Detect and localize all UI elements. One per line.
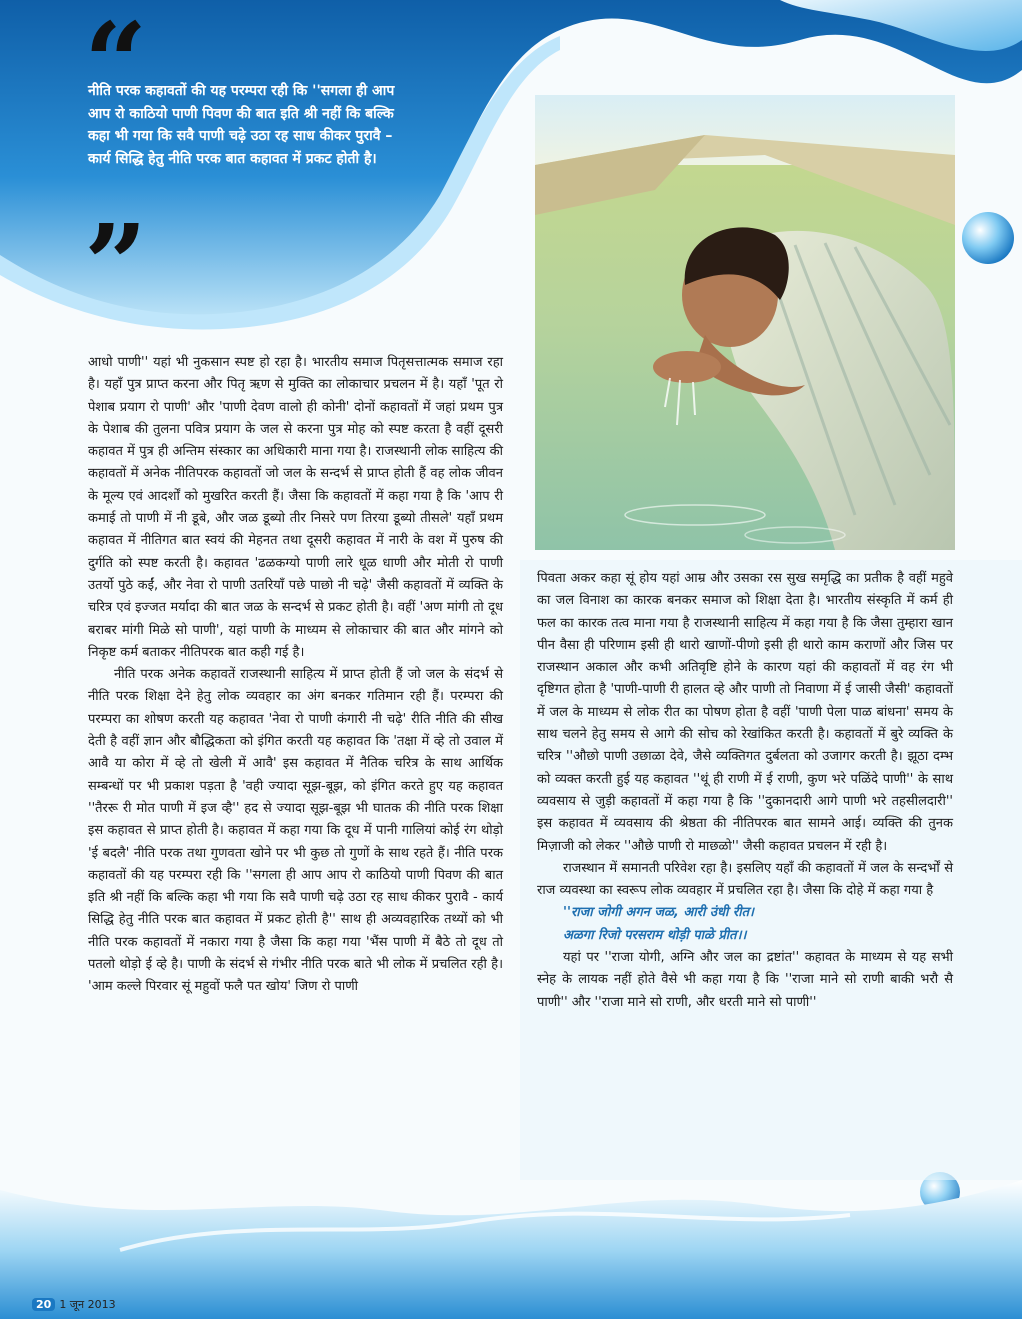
left-article-column [88, 352, 503, 999]
page-number: 20 [32, 1298, 55, 1311]
left-paragraph-2: नीति परक अनेक कहावतें राजस्थानी साहित्य में प्राप्त होती हैं जो जल के संदर्भ से नीति परक शिक्षा देने हेतु लोक व्यवहार का अंग बनकर गतिमान रही हैं। परम्परा की परम्परा का शोषण करती यह कहावत 'नेवा रो पाणी कंगारी नी चढ़े' रीति नीति की सीख देती है वहीं ज्ञान और बौद्धिकता को इंगित करती यह कहावत कि 'तक्षा में व्हे तो उवाल में आवै या कोरा में व्हे तो खेली में आवै' इस कहावत में नैतिक चरित्र के साथ आर्थिक सम्बन्धों पर भी प्रकाश पड़ता है 'वही ज्यादा सूझ-बूझ, को इंगित करते हुए यह कहावत ''तैररू री मोत पाणी में इज व्है'' हद से ज्यादा सूझ-बूझ भी घातक की नीति परक शिक्षा इस कहावत से प्राप्त होती है। कहावत में कहा गया कि दूध में पानी गालियां कोई रंग थोड़ो 'ई बदलै' नीति परक तथा गुणवता खोने पर भी कुछ तो गुणों के साथ रहते हैं। नीति परक कहावतों की यह परम्परा रही कि ''सगला ही आप आप रो काठियो पाणी पिवण की बात इति श्री नहीं कि बल्कि कहा भी गया कि सवै पाणी चढ़े उठा रह साध कीकर पुरावै - कार्य सिद्धि हेतु नीति परक बात कहावत में प्रकट होती है'' साथ ही अव्यवहारिक तथ्यों को भी नीति परक कहावतों में नकारा गया है जैसा कि कहा गया 'भैंस पाणी में बैठे तो दूध तो पतलो थोड़ो ई व्हे है। पाणी के संदर्भ से गंभीर नीति परक बाते भी लोक में प्रचलित रही है। 'आम कल्ले पिरवार सूं महुवों फलै पत खोय' जिण रो पाणी [88, 667, 503, 995]
quote-open-mark: “ [84, 0, 148, 127]
left-paragraph-1: आधो पाणी'' यहां भी नुकसान स्पष्ट हो रहा है। भारतीय समाज पितृसत्तात्मक समाज रहा है। यहाँ पुत्र प्राप्त करना और पितृ ऋण से मुक्ति का लोकाचार प्रचलन में है। यहाँ 'पूत रो पेशाब प्रयाग रो पाणी' और 'पाणी देवण वालो ही कोनी' दोनों कहावतों में जहां प्रथम पुत्र के पेशाब की तुलना पवित्र प्रयाग के जल से करना पुत्र मोह को स्पष्ट करता है वहीं दूसरी कहावत में पुत्र ही अन्तिम संस्कार का अधिकारी माना गया है। राजस्थानी लोक साहित्य की कहावतों में अनेक नीतिपरक कहावतों जो जल के सन्दर्भ से प्राप्त होती हैं वह लोक जीवन के मूल्य एवं आदर्शों को मुखरित करती हैं। जैसा कि कहावतों में कहा गया है कि 'आप री कमाई तो पाणी में नी डूबे, और जळ डूब्यो तीर निसरे पण तिरया डूब्यो तीसले' यहाँ प्रथम कहावत में नीतिगत बात स्वयं की मेहनत तथा दूसरी कहावत में नारी के वश में पुरुष की दुर्गति को स्पष्ट करती है। कहावत 'ढळकग्यो पाणी लारे धूळ धाणी और मोती रो पाणी उतर्यो पुठे कईं, और नेवा रो पाणी उतरियाँ पछे पाछो नी चढ़े' जैसी कहावतों में व्यक्ति के चरित्र एवं इज्जत मर्यादा की बात जळ के सन्दर्भ से प्रकट होती है। वहीं 'अण मांगी तो दूध बराबर मांगी मिळे सो पाणी', यहां पाणी के माध्यम से लोकाचार की बात और मांगने को निकृष्ट कर्म बताकर नीतिपरक बात कही गई है। [88, 355, 503, 660]
right-paragraph-2: राजस्थान में समानती परिवेश रहा है। इसलिए यहाँ की कहावतों में जल के सन्दर्भों से राज व्यवस्था का स्वरूप लोक व्यवहार में प्रचलित रहा है। जैसा कि दोहे में कहा गया है [537, 860, 953, 899]
page-footer [32, 1297, 116, 1312]
right-article-column [537, 568, 953, 1014]
right-paragraph-1: पिवता अकर कहा सूं होय यहां आम्र और उसका रस सुख समृद्धि का प्रतीक है वहीं महुवे का जल विनाश का कारक बनकर समाज को शिक्षा देता है। भारतीय संस्कृति में कर्म ही फल का कारक तत्व माना गया है राजस्थानी साहित्य में कहा गया है कि जैसा तुम्हारा खान पीन वैसा ही परिणाम इसी ही थारो खाणों-पीणो इसी ही थारो काम कराणों और जिस पर राजस्थान अकाल और कभी अतिवृष्टि होने के कारण यहां की कहावतों में वह रंग भी दृष्टिगत होता है 'पाणी-पाणी री हालत व्हे और पाणी तो निवाणा में ई जासी जैसी' कहावतों में जल के माध्यम से लोक रीत का पोषण होता है वहीं 'पाणी पेला पाळ बांधना' समय के साथ चलने हेतु समय से आगे की सोच को रेखांकित करती है। कहावतों में बुरे व्यक्ति के चरित्र ''औछो पाणी उछाळा देवे, जैसे व्यक्तिगत दुर्बलता को उजागर करती है। झूठा दम्भ को व्यक्त करती हुई यह कहावत ''थूं ही राणी में ई राणी, कुण भरे पळिंदे पाणी'' के साथ व्यवसाय से जुड़ी कहावतों में कहा गया है कि ''दुकानदारी आगे पाणी भरे तहसीलदारी'' इस कहावत में व्यवसाय की श्रेष्ठता की नीतिपरक बात सामने आई। व्यक्ति की तुनक मिज़ाजी को लेकर ''औछे पाणी रो माछळो'' जैसी कहावत प्रचलन में रही है। [537, 571, 953, 854]
pull-quote: नीति परक कहावतों की यह परम्परा रही कि ''सगला ही आप आप रो काठियो पाणी पिवण की बात इति श्री नहीं कि बल्कि कहा भी गया कि सवै पाणी चढ़े उठा रह साध कीकर पुरावै – कार्य सिद्धि हेतु नीति परक बात कहावत में प्रकट होती है। [88, 83, 395, 167]
right-paragraph-3: यहां पर ''राजा योगी, अग्नि और जल का द्रष्टांत'' कहावत के माध्यम से यह सभी स्नेह के लायक नहीं होते वैसे भी कहा गया है कि ''राजा माने सो राणी बाकी भरौ सै पाणी'' और ''राजा माने सो राणी, और धरती माने सो पाणी'' [537, 950, 953, 1010]
boy-drinking-water-photo [535, 95, 955, 550]
quote-close-mark: ” [84, 200, 148, 329]
verse-line-2: अळगा रिजो परसराम थोड़ी पाळे प्रीत।। [563, 927, 747, 943]
verse-line-1: ''राजा जोगी अगन जळ, आरी उंधी रीत। [563, 905, 754, 921]
issue-date: 1 जून 2013 [59, 1298, 116, 1311]
